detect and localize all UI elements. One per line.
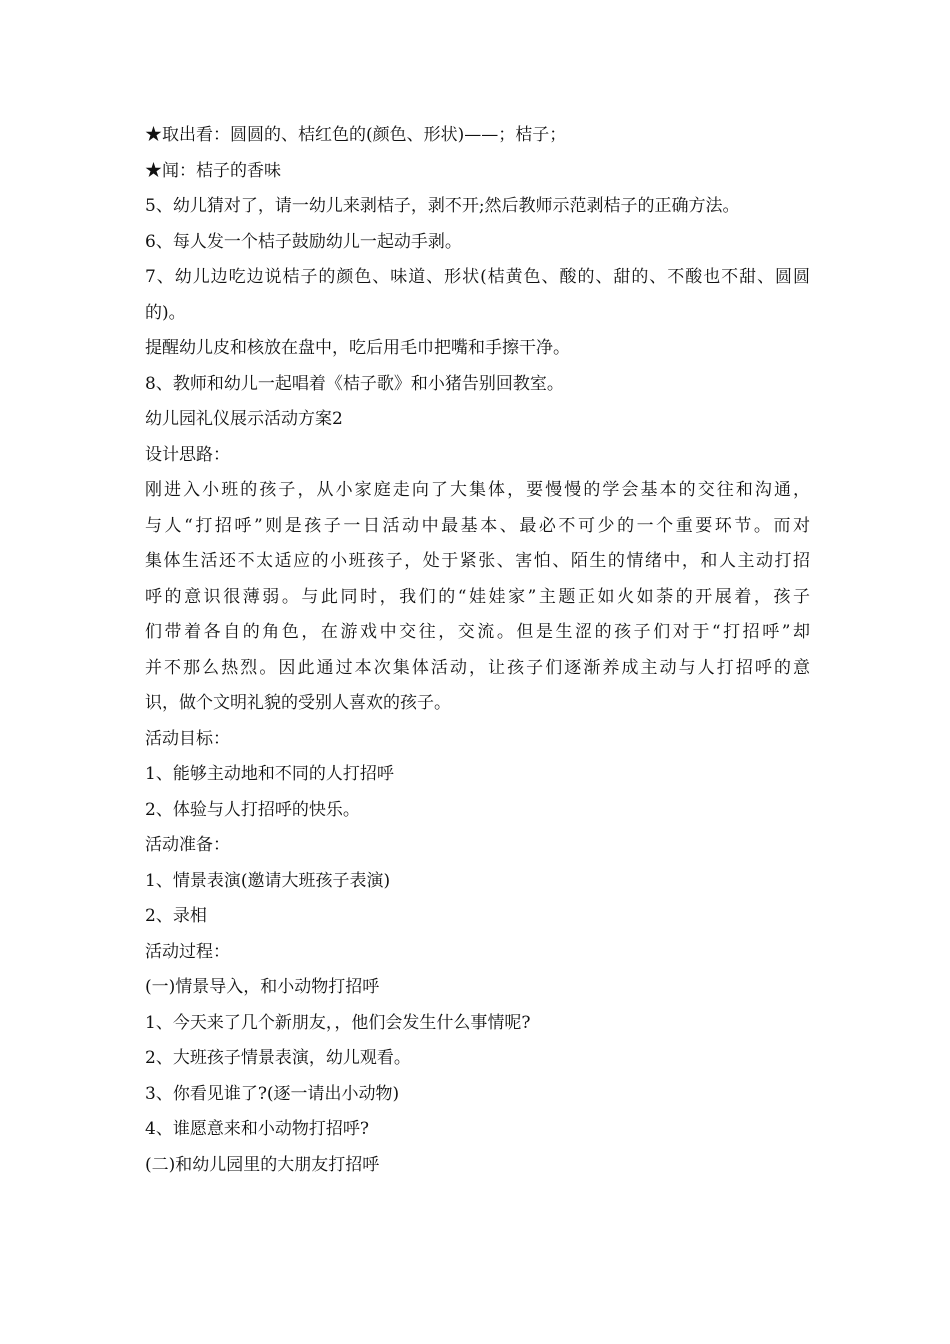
section-heading: 活动准备： — [145, 835, 230, 855]
section-heading: 活动目标： — [145, 728, 230, 749]
list-item: 2、大班孩子情景表演，幼儿观看。 — [145, 1048, 411, 1068]
paragraph-line: 刚进入小班的孩子，从小家庭走向了大集体，要慢慢的学会基本的交往和沟通， — [145, 480, 810, 500]
paragraph-line: 集体生活还不太适应的小班孩子，处于紧张、害怕、陌生的情绪中，和人主动打招 — [145, 551, 810, 571]
section-title: 幼儿园礼仪展示活动方案2 — [145, 409, 343, 429]
list-item: 1、能够主动地和不同的人打招呼 — [145, 764, 394, 784]
subsection-heading: (二)和幼儿园里的大朋友打招呼 — [145, 1154, 380, 1175]
text-line: ★闻：桔子的香味 — [145, 160, 281, 181]
paragraph-line: 识，做个文明礼貌的受别人喜欢的孩子。 — [145, 693, 451, 713]
list-item: 1、情景表演(邀请大班孩子表演) — [145, 870, 391, 891]
text-line: 8、教师和幼儿一起唱着《桔子歌》和小猪告别回教室。 — [145, 373, 564, 394]
paragraph-line: 呼的意识很薄弱。与此同时，我们的“娃娃家”主题正如火如荼的开展着，孩子 — [145, 586, 810, 607]
paragraph-line: 们带着各自的角色，在游戏中交往，交流。但是生涩的孩子们对于“打招呼”却 — [145, 622, 810, 642]
list-item: 2、录相 — [145, 906, 207, 926]
list-item: 2、体验与人打招呼的快乐。 — [145, 799, 360, 820]
text-line: 5、幼儿猜对了，请一幼儿来剥桔子，剥不开;然后教师示范剥桔子的正确方法。 — [145, 196, 740, 216]
subsection-heading: (一)情景导入，和小动物打招呼 — [145, 977, 380, 997]
text-line: 7、幼儿边吃边说桔子的颜色、味道、形状(桔黄色、酸的、甜的、不酸也不甜、圆圆 — [145, 267, 810, 287]
section-heading: 活动过程： — [145, 941, 230, 962]
list-item: 1、今天来了几个新朋友，，他们会发生什么事情呢? — [145, 1012, 531, 1033]
document-body — [145, 118, 810, 1183]
list-item: 4、谁愿意来和小动物打招呼? — [145, 1119, 369, 1139]
paragraph-line: 并不那么热烈。因此通过本次集体活动，让孩子们逐渐养成主动与人打招呼的意 — [145, 657, 810, 678]
text-line: 6、每人发一个桔子鼓励幼儿一起动手剥。 — [145, 231, 462, 252]
text-line: 提醒幼儿皮和核放在盘中，吃后用毛巾把嘴和手擦干净。 — [145, 338, 570, 358]
list-item: 3、你看见谁了?(逐一请出小动物) — [145, 1083, 400, 1104]
text-line: 的)。 — [145, 302, 186, 323]
paragraph-line: 与人“打招呼”则是孩子一日活动中最基本、最必不可少的一个重要环节。而对 — [145, 515, 810, 536]
section-heading: 设计思路： — [145, 444, 230, 465]
text-line: ★取出看：圆圆的、桔红色的(颜色、形状)——；桔子； — [145, 125, 567, 145]
